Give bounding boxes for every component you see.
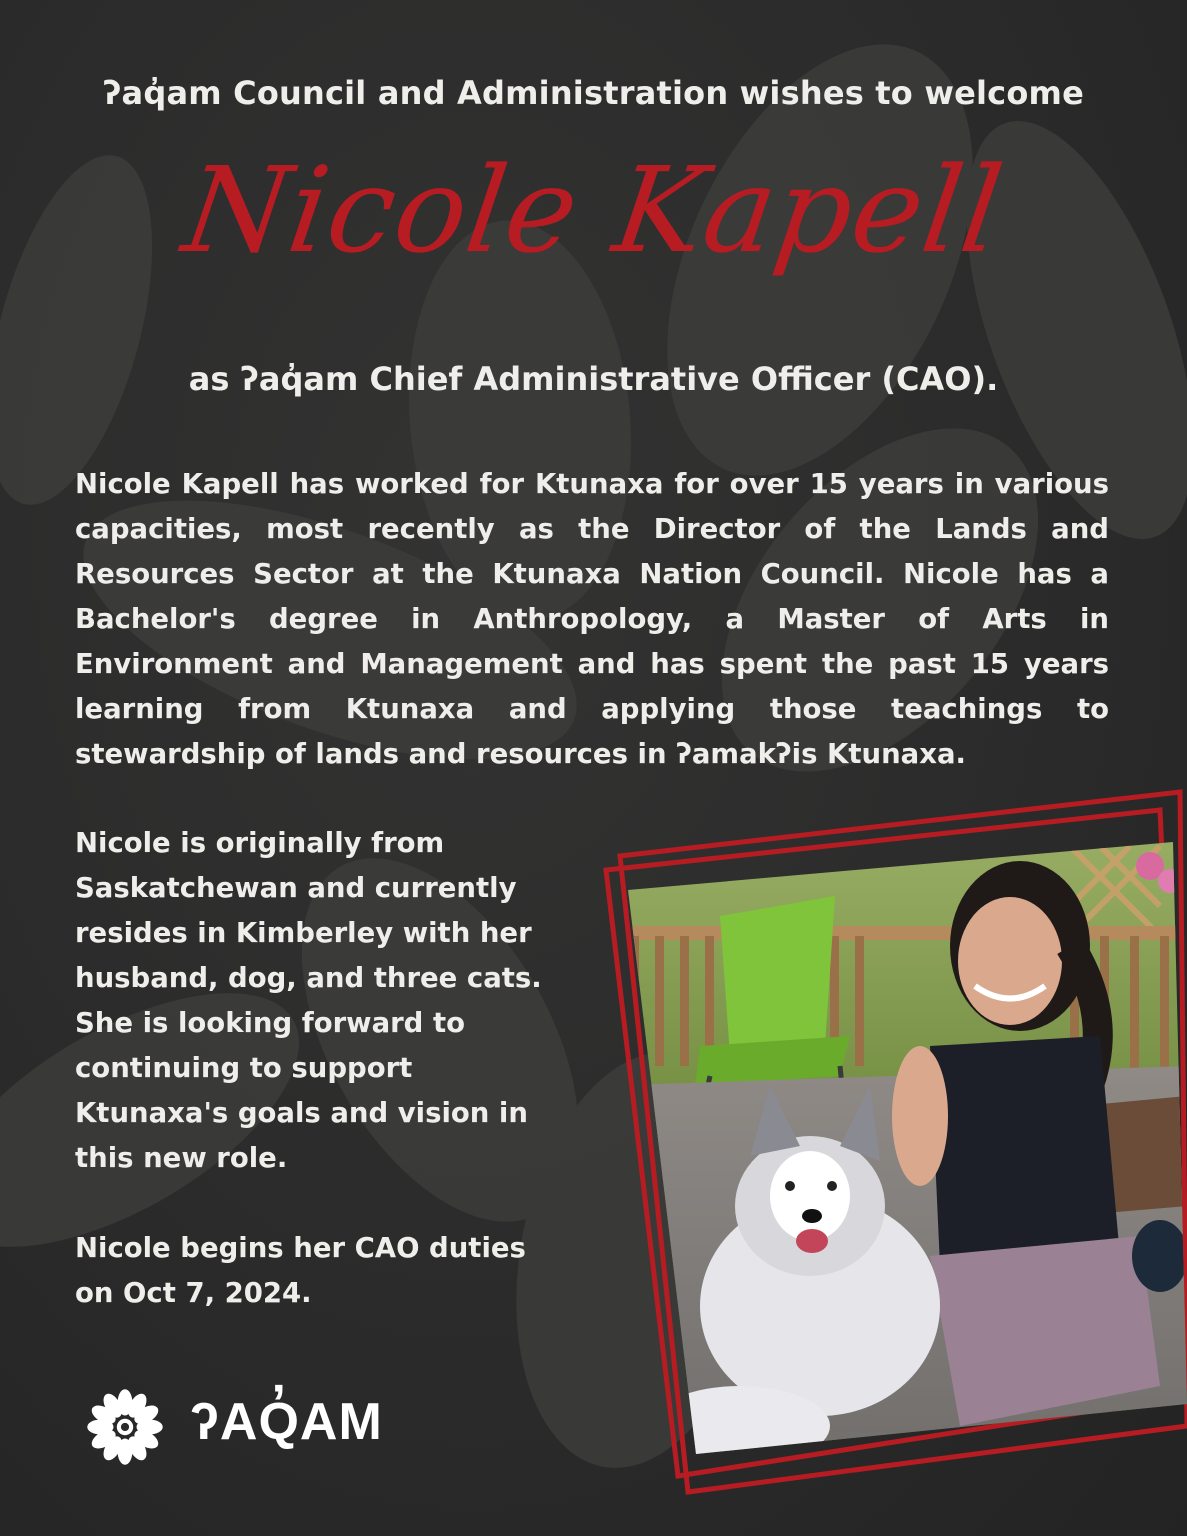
logo-text: ʔAQ̓AM	[190, 1393, 383, 1451]
bio-paragraph: Nicole Kapell has worked for Ktunaxa for over 15 years in various capacities, most recently as the Director of the Lands and Resources Sector at the Ktunaxa Nation Council. Nicole has a Bachelor's degree in Anthropology, a Master of Arts in Environment and Management and has spent the past 15 years learning from Ktunaxa and applying those teachings to stewardship of lands and resources in ʔamakʔis Ktunaxa.	[75, 468, 1109, 770]
role-line: as ʔaq̓am Chief Administrative Officer (CAO).	[188, 360, 999, 398]
person-name: Nicole Kapell	[176, 141, 1012, 279]
start-date-paragraph: Nicole begins her CAO duties on Oct 7, 2024.	[75, 1232, 526, 1309]
flower-icon	[75, 1386, 175, 1468]
photo-content	[600, 786, 1187, 1506]
welcome-line: ʔaq̓am Council and Administration wishes to welcome	[103, 74, 1084, 112]
aqam-logo	[75, 1386, 495, 1466]
portrait-photo	[600, 786, 1187, 1506]
personal-paragraph: Nicole is originally from Saskatchewan and currently resides in Kimberley with her husband, dog, and three cats. She is looking forward to continuing to support Ktunaxa's goals and vision in this new role.	[75, 827, 542, 1174]
